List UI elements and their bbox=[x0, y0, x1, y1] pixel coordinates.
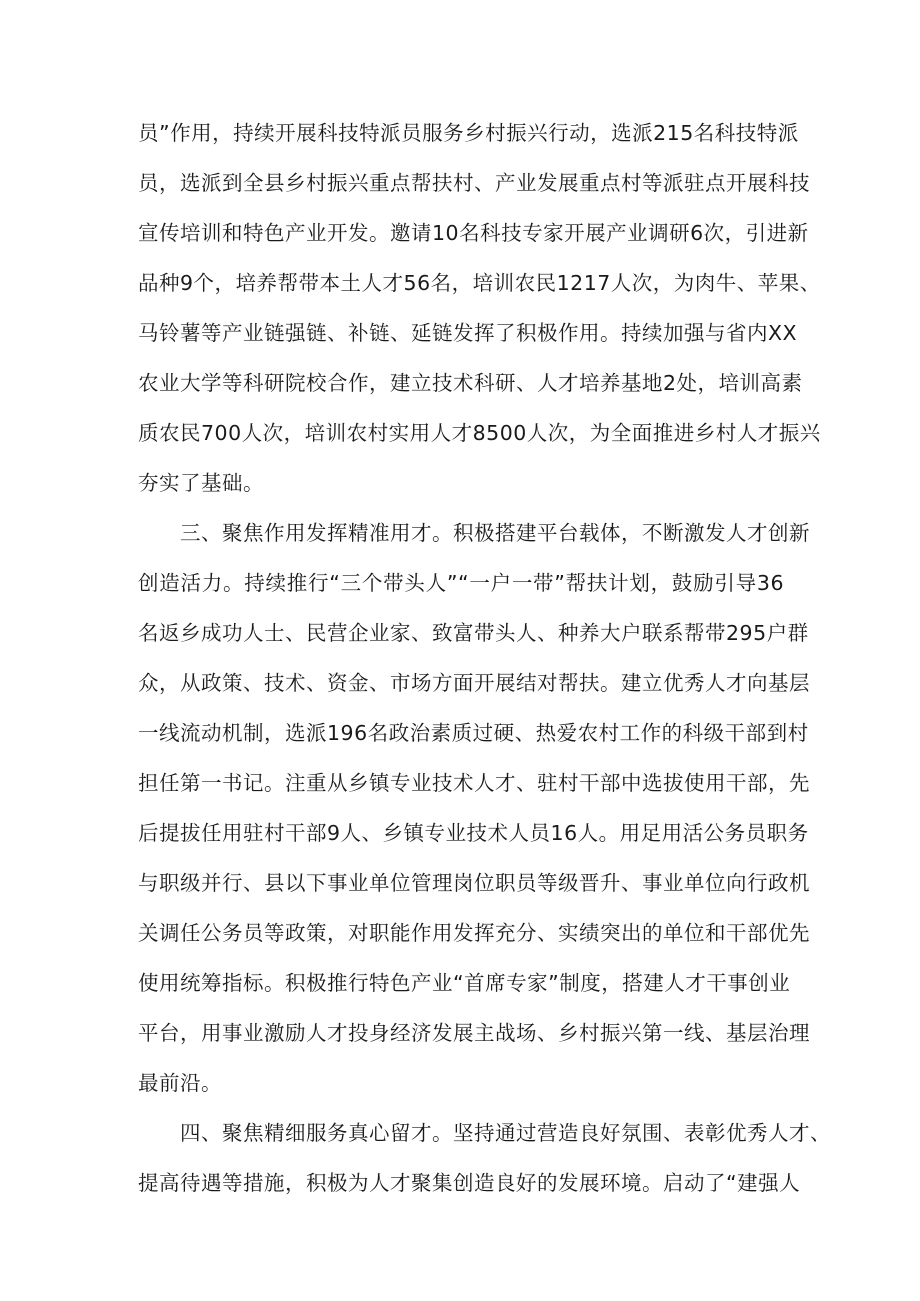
paragraph-4-first-line: 四、聚焦精细服务真心留才。坚持通过营造良好氛围、表彰优秀人才、 bbox=[180, 1121, 831, 1145]
text-line-11: 名返乡成功人士、民营企业家、致富带头人、种养大户联系帮带295户群 bbox=[138, 621, 809, 645]
text-line-20: 最前沿。 bbox=[138, 1071, 222, 1095]
text-line-18: 使用统筹指标。积极推行特色产业“首席专家”制度，搭建人才干事创业 bbox=[138, 971, 791, 995]
text-line-17: 关调任公务员等政策，对职能作用发挥充分、实绩突出的单位和干部优先 bbox=[138, 921, 810, 945]
text-line-3: 宣传培训和特色产业开发。邀请10名科技专家开展产业调研6次，引进新 bbox=[138, 221, 809, 245]
text-line-19: 平台，用事业激励人才投身经济发展主战场、乡村振兴第一线、基层治理 bbox=[138, 1021, 810, 1045]
text-line-8: 夯实了基础。 bbox=[138, 471, 264, 495]
text-line-12: 众，从政策、技术、资金、市场方面开展结对帮扶。建立优秀人才向基层 bbox=[138, 671, 810, 695]
text-line-7: 质农民700人次，培训农村实用人才8500人次，为全面推进乡村人才振兴 bbox=[138, 421, 821, 445]
text-line-6: 农业大学等科研院校合作，建立技术科研、人才培养基地2处，培训高素 bbox=[138, 371, 803, 395]
text-line-1: 员”作用，持续开展科技特派员服务乡村振兴行动，选派215名科技特派 bbox=[138, 121, 799, 145]
text-line-10: 创造活力。持续推行“三个带头人”“一户一带”帮扶计划，鼓励引导36 bbox=[138, 571, 784, 595]
text-line-13: 一线流动机制，选派196名政治素质过硬、热爱农村工作的科级干部到村 bbox=[138, 721, 809, 745]
text-line-22: 提高待遇等措施，积极为人才聚集创造良好的发展环境。启动了“建强人 bbox=[138, 1171, 801, 1195]
text-line-15: 后提拔任用驻村干部9人、乡镇专业技术人员16人。用足用活公务员职务 bbox=[138, 821, 809, 845]
text-line-16: 与职级并行、县以下事业单位管理岗位职员等级晋升、事业单位向行政机 bbox=[138, 871, 810, 895]
paragraph-3-first-line: 三、聚焦作用发挥精准用才。积极搭建平台载体，不断激发人才创新 bbox=[180, 521, 810, 545]
text-line-14: 担任第一书记。注重从乡镇专业技术人才、驻村干部中选拔使用干部，先 bbox=[138, 771, 810, 795]
text-line-2: 员，选派到全县乡村振兴重点帮扶村、产业发展重点村等派驻点开展科技 bbox=[138, 171, 810, 195]
text-line-5: 马铃薯等产业链强链、补链、延链发挥了积极作用。持续加强与省内XX bbox=[138, 321, 798, 345]
text-line-4: 品种9个，培养帮带本土人才56名，培训农民1217人次，为肉牛、苹果、 bbox=[138, 271, 821, 295]
